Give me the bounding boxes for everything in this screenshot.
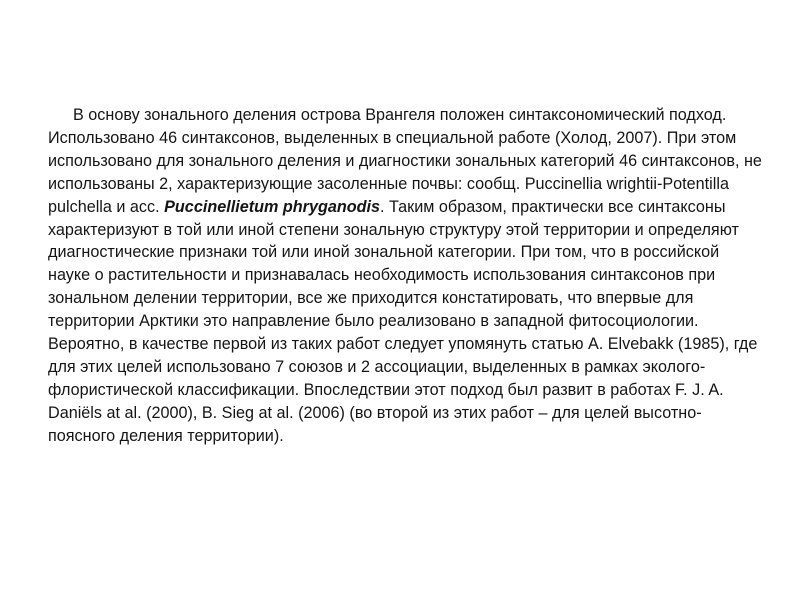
body-paragraph [48, 104, 764, 448]
paragraph-emphasis-association: Puccinellietum phryganodis [164, 197, 381, 216]
paragraph-text-part-1: В основу зонального деления острова Врангеля положен синтаксономический подход. Использовано 46 синтаксонов, выделенных в специальной работе (Холод, 2007). При этом использовано для зонального деления и диагностики зональных категорий 46 синтаксонов, не использованы 2, характеризующие засоленные почвы: сообщ. Puccinellia wrightii-Potentilla pulchella и асс. [48, 106, 762, 216]
paragraph-text-part-2: . Таким образом, практически все синтаксоны характеризуют в той или иной степени зональную структуру этой территории и определяют диагностические признаки той или иной зональной категории. При том, что в российской науке о растительности и признавалась необходимость использования синтаксонов при зональном делении территории, все же приходится констатировать, что впервые для территории Арктики это направление было реализовано в западной фитосоциологии. Вероятно, в качестве первой из таких работ следует упомянуть статью A. Elvebakk (1985), где для этих целей использовано 7 союзов и 2 ассоциации, выделенных в рамках эколого-флористической классификации. Впоследствии этот подход был развит в работах F. J. A. Daniëls at al. (2000), B. Sieg at al. (2006) (во второй из этих работ – для целей высотно-поясного деления территории). [48, 197, 758, 445]
